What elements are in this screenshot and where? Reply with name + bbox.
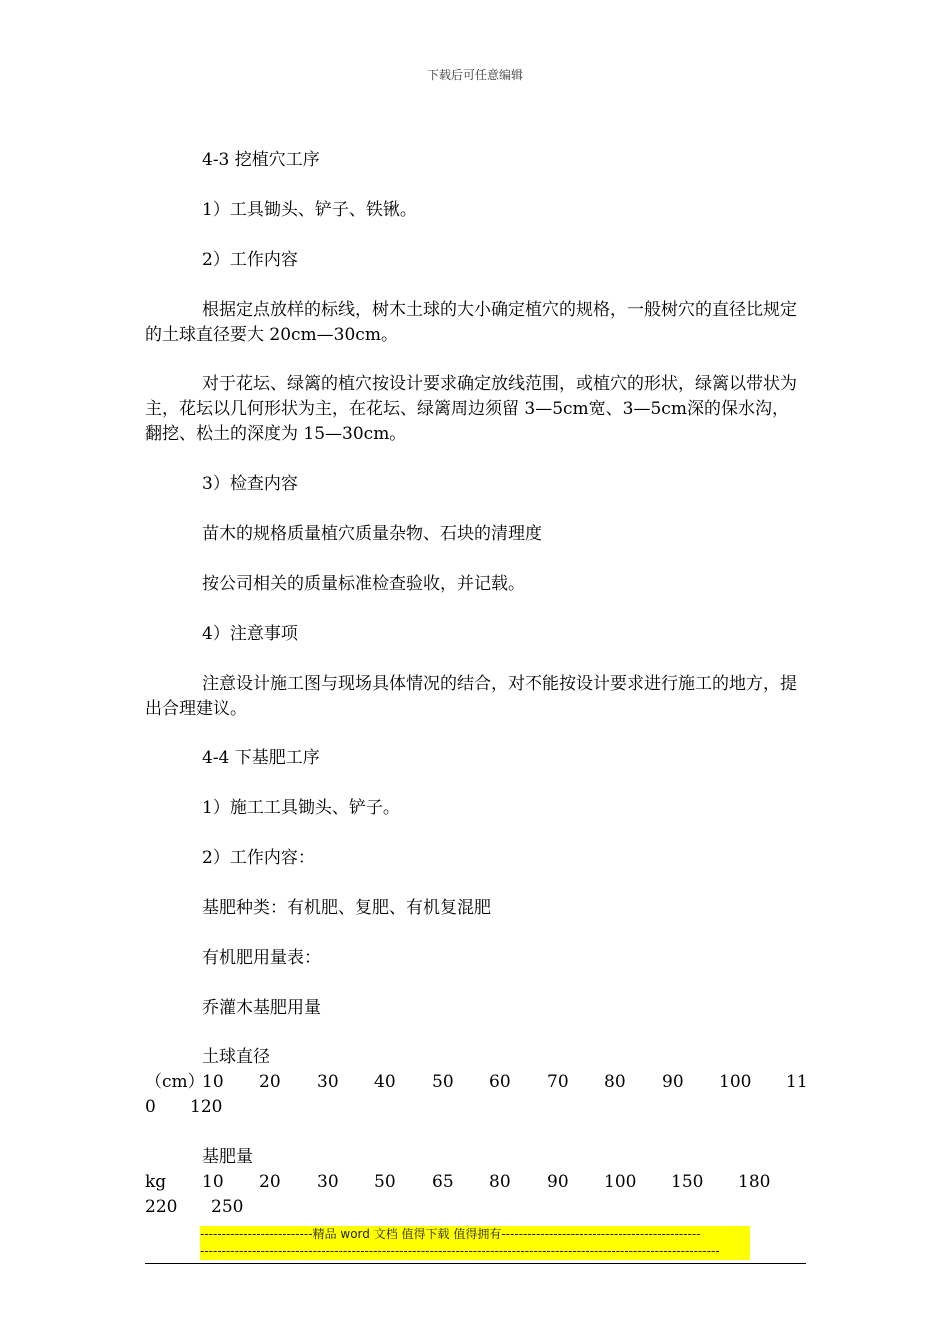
table-cell: 80 [489, 1172, 511, 1192]
paragraph-tree-fertilizer: 乔灌木基肥用量 [202, 998, 321, 1018]
table-cell: 30 [317, 1072, 339, 1092]
table-row1-unit: （cm） [145, 1072, 205, 1092]
paragraph-hole-size: 根据定点放样的标线，树木土球的大小确定植穴的规格，一般树穴的直径比规定的土球直径要大 20cm—30cm。 [145, 300, 797, 345]
table-cell: 180 [738, 1172, 771, 1192]
table-cell: 50 [374, 1172, 396, 1192]
table-row1-label: 土球直径 [202, 1047, 270, 1067]
table-cell: 70 [547, 1072, 569, 1092]
paragraph-work-content-2: 2）工作内容： [202, 848, 315, 868]
paragraph-inspection-items: 苗木的规格质量植穴质量杂物、石块的清理度 [202, 524, 542, 544]
page-header: 下载后可任意编辑 [426, 68, 523, 82]
table-cell: 10 [202, 1172, 224, 1192]
table-cell: 0 [145, 1097, 156, 1117]
table-cell: 11 [786, 1072, 808, 1092]
paragraph-fertilizer-types: 基肥种类：有机肥、复肥、有机复混肥 [202, 898, 491, 918]
paragraph-tools-2: 1）施工工具锄头、铲子。 [202, 798, 400, 818]
paragraph-work-content: 2）工作内容 [202, 250, 298, 270]
table-cell: 65 [432, 1172, 454, 1192]
table-cell: 100 [719, 1072, 752, 1092]
paragraph-tools: 1）工具锄头、铲子、铁锹。 [202, 200, 417, 220]
table-cell: 10 [202, 1072, 224, 1092]
paragraph-acceptance: 按公司相关的质量标准检查验收，并记载。 [202, 574, 525, 594]
paragraph-inspection: 3）检查内容 [202, 474, 298, 494]
table-row2-unit: kg [145, 1172, 167, 1192]
table-cell: 60 [489, 1072, 511, 1092]
footer-line-1: --------------------------精品 word 文档 值得下载 值得拥有---------------------------------------------- [200, 1227, 701, 1241]
paragraph-notes-detail: 注意设计施工图与现场具体情况的结合，对不能按设计要求进行施工的地方，提出合理建议。 [145, 674, 797, 719]
paragraph-flowerbed: 对于花坛、绿篱的植穴按设计要求确定放线范围，或植穴的形状，绿篱以带状为主，花坛以几何形状为主，在花坛、绿篱周边须留 3—5cm宽、3—5cm深的保水沟，翻挖、松土的深度为 15—30cm。 [145, 374, 797, 444]
paragraph-fertilizer-table-title: 有机肥用量表： [202, 948, 321, 968]
table-cell: 90 [662, 1072, 684, 1092]
table-row2-label: 基肥量 [202, 1147, 253, 1167]
table-cell: 20 [259, 1172, 281, 1192]
footer-divider [145, 1263, 806, 1264]
table-cell: 100 [604, 1172, 637, 1192]
table-cell: 250 [211, 1197, 244, 1217]
heading-4-3: 4-3 挖植穴工序 [202, 150, 320, 170]
table-cell: 150 [671, 1172, 704, 1192]
table-cell: 20 [259, 1072, 281, 1092]
footer-watermark-band [200, 1226, 750, 1260]
table-cell: 40 [374, 1072, 396, 1092]
heading-4-4: 4-4 下基肥工序 [202, 748, 320, 768]
table-cell: 30 [317, 1172, 339, 1192]
footer-line-2: ------------------------------------------------------------------------------------------------------------------------ [200, 1244, 720, 1258]
paragraph-notes: 4）注意事项 [202, 624, 298, 644]
table-cell: 220 [145, 1197, 178, 1217]
table-cell: 90 [547, 1172, 569, 1192]
table-cell: 50 [432, 1072, 454, 1092]
table-cell: 120 [190, 1097, 223, 1117]
table-cell: 80 [604, 1072, 626, 1092]
